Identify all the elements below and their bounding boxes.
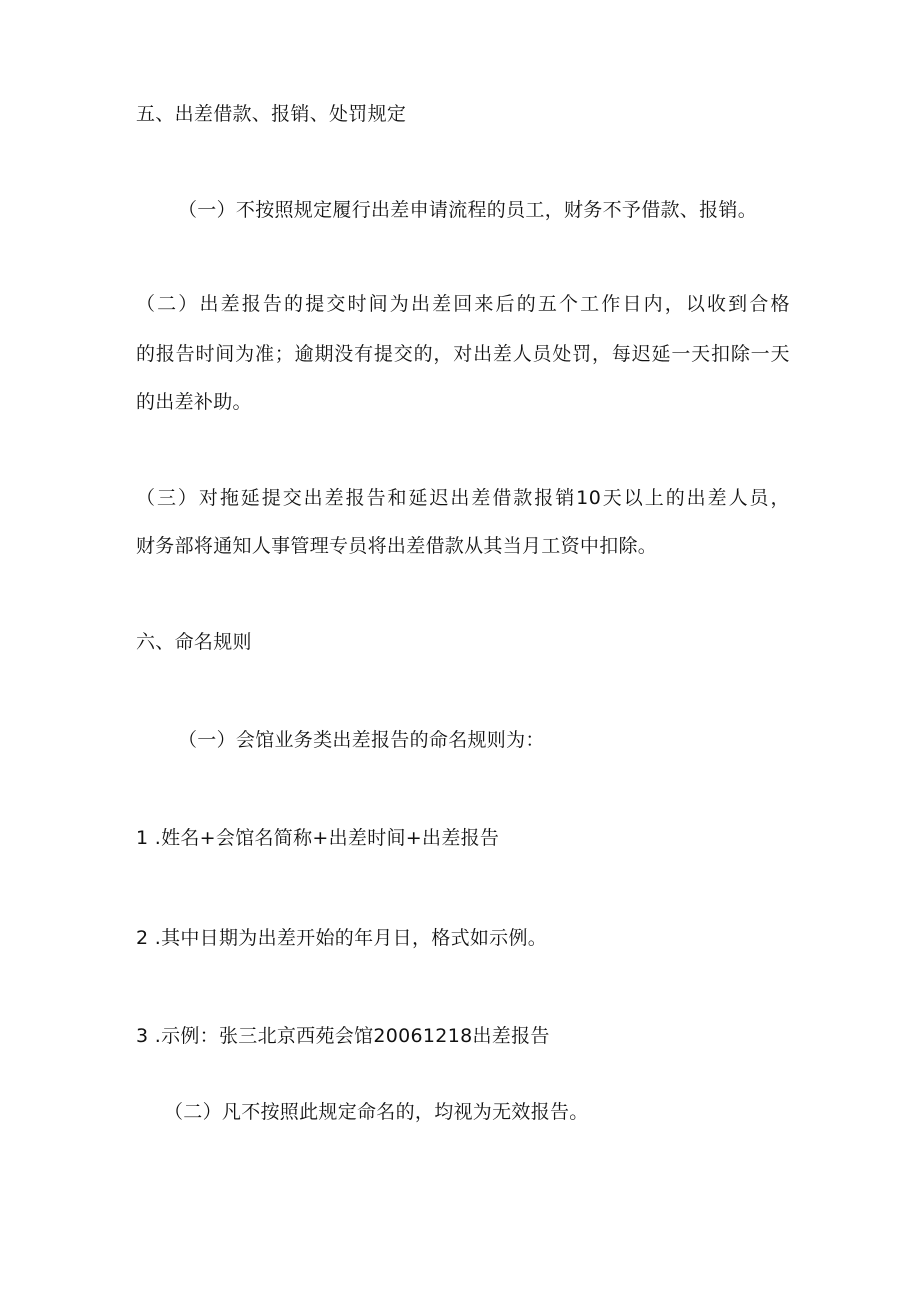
naming-rule-2: 2 .其中日期为出差开始的年月日，格式如示例。 xyxy=(136,927,548,949)
section-5-item-2-line-1: （二）出差报告的提交时间为出差回来后的五个工作日内，以收到合格 xyxy=(136,293,790,315)
naming-rule-1: 1 .姓名+会馆名简称+出差时间+出差报告 xyxy=(136,827,500,849)
section-5-item-1: （一）不按照规定履行出差申请流程的员工，财务不予借款、报销。 xyxy=(178,199,758,221)
section-5-item-2-line-3: 的出差补助。 xyxy=(136,391,252,413)
section-5-item-3-line-2: 财务部将通知人事管理专员将出差借款从其当月工资中扣除。 xyxy=(136,535,658,557)
section-6-item-1: （一）会馆业务类出差报告的命名规则为： xyxy=(178,729,545,751)
naming-rule-3: 3 .示例：张三北京西苑会馆20061218出差报告 xyxy=(136,1025,550,1047)
section-5-item-2-line-2: 的报告时间为准；逾期没有提交的，对出差人员处罚，每迟延一天扣除一天 xyxy=(136,343,790,365)
section-6-heading: 六、命名规则 xyxy=(136,631,252,653)
section-5-heading: 五、出差借款、报销、处罚规定 xyxy=(136,103,407,125)
section-5-item-3-line-1: （三）对拖延提交出差报告和延迟出差借款报销10天以上的出差人员， xyxy=(136,487,790,509)
section-6-item-2: （二）凡不按照此规定命名的，均视为无效报告。 xyxy=(164,1101,589,1123)
